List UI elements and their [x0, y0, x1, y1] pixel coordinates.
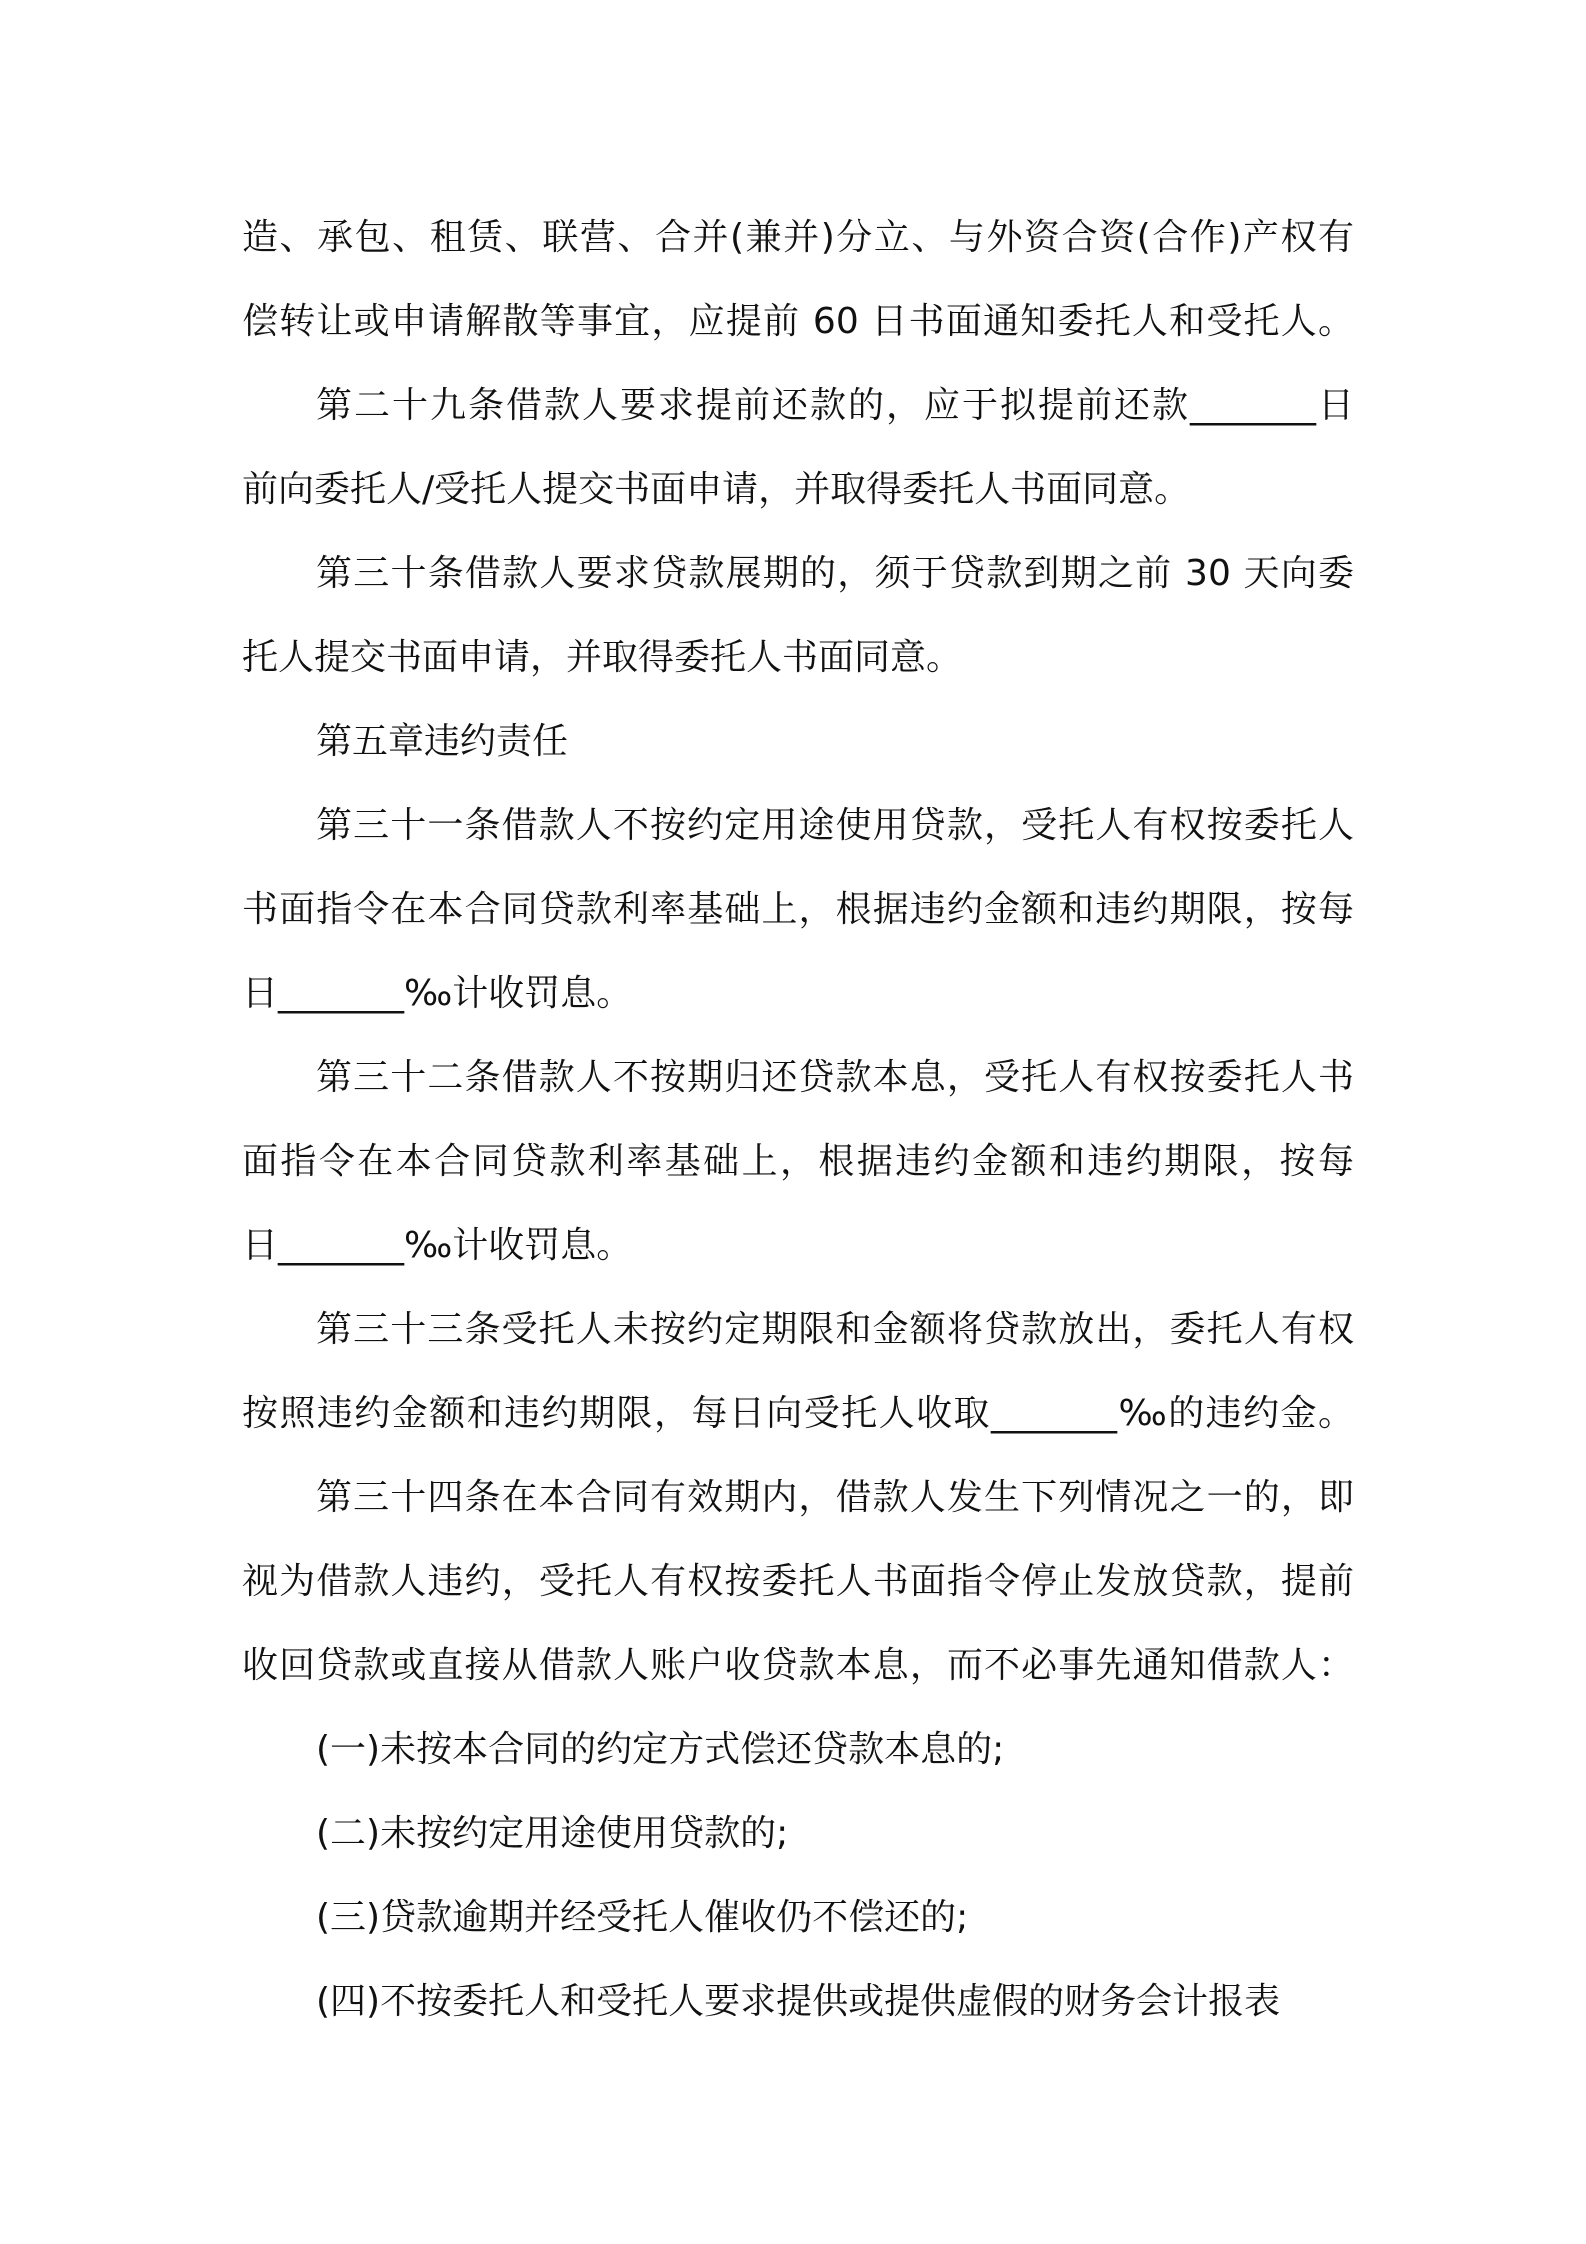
article-30-line-1: 第三十条借款人要求贷款展期的，须于贷款到期之前 30 天向委	[316, 553, 1354, 594]
list-item-4: (四)不按委托人和受托人要求提供或提供虚假的财务会计报表	[316, 1981, 1281, 2022]
contract-body	[242, 196, 1354, 2044]
article-31-line-1: 第三十一条借款人不按约定用途使用贷款，受托人有权按委托人	[316, 805, 1354, 846]
article-32-line-1: 第三十二条借款人不按期归还贷款本息，受托人有权按委托人书	[316, 1057, 1354, 1098]
article-29-line-1: 第二十九条借款人要求提前还款的，应于拟提前还款_______日	[316, 385, 1354, 426]
article-33-line-1: 第三十三条受托人未按约定期限和金额将贷款放出，委托人有权	[316, 1309, 1354, 1350]
text-line-2: 偿转让或申请解散等事宜，应提前 60 日书面通知委托人和受托人。	[242, 301, 1354, 342]
article-31-line-2: 书面指令在本合同贷款利率基础上，根据违约金额和违约期限，按每	[242, 889, 1354, 930]
list-item-1: (一)未按本合同的约定方式偿还贷款本息的;	[316, 1729, 1005, 1770]
text-line-1: 造、承包、租赁、联营、合并(兼并)分立、与外资合资(合作)产权有	[242, 217, 1354, 258]
article-34-line-3: 收回贷款或直接从借款人账户收贷款本息，而不必事先通知借款人：	[242, 1645, 1354, 1686]
list-item-3: (三)贷款逾期并经受托人催收仍不偿还的;	[316, 1897, 969, 1938]
article-31-line-3: 日_______‰计收罚息。	[242, 973, 633, 1014]
article-33-line-2: 按照违约金额和违约期限，每日向受托人收取_______‰的违约金。	[242, 1393, 1354, 1434]
article-29-line-2: 前向委托人/受托人提交书面申请，并取得委托人书面同意。	[242, 469, 1191, 510]
article-34-line-1: 第三十四条在本合同有效期内，借款人发生下列情况之一的，即	[316, 1477, 1354, 1518]
article-30-line-2: 托人提交书面申请，并取得委托人书面同意。	[242, 637, 963, 678]
list-item-2: (二)未按约定用途使用贷款的;	[316, 1813, 789, 1854]
article-32-line-2: 面指令在本合同贷款利率基础上，根据违约金额和违约期限，按每	[242, 1141, 1354, 1182]
article-32-line-3: 日_______‰计收罚息。	[242, 1225, 633, 1266]
chapter-5-heading: 第五章违约责任	[316, 721, 569, 762]
article-34-line-2: 视为借款人违约，受托人有权按委托人书面指令停止发放贷款，提前	[242, 1561, 1354, 1602]
